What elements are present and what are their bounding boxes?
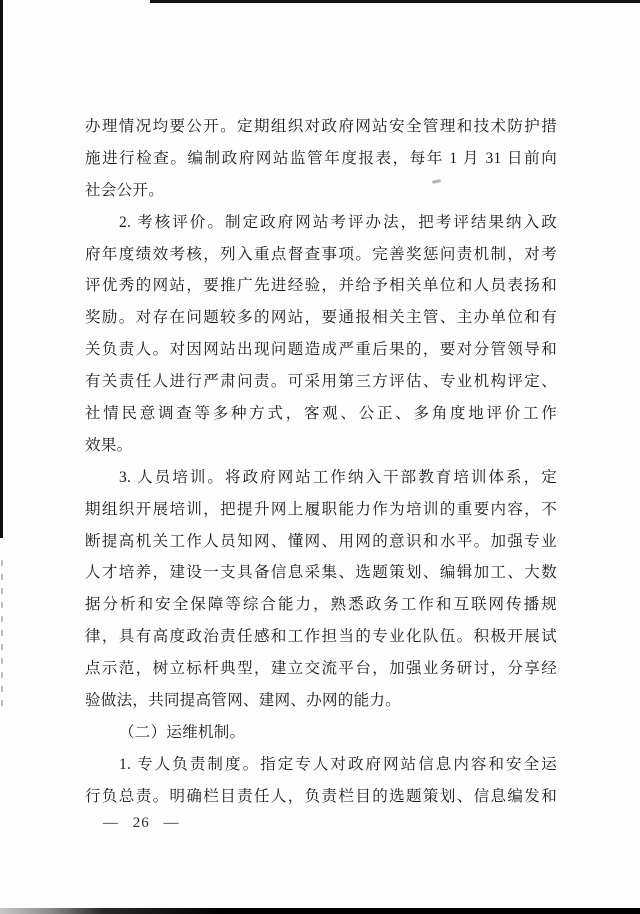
- document-line: 据分析和安全保障等综合能力，熟悉政务工作和互联网传播规: [85, 596, 557, 614]
- document-line: 府年度绩效考核，列入重点督查事项。完善奖惩问责机制，对考: [85, 245, 557, 263]
- section-heading-line: （二）运维机制。: [119, 723, 246, 741]
- paragraph-continuation: [85, 111, 557, 207]
- scan-edge-left-artifact: [0, 0, 3, 538]
- document-line: 行负总责。明确栏目责任人，负责栏目的选题策划、信息编发和: [85, 787, 557, 805]
- scan-edge-top-artifact: [150, 0, 640, 3]
- document-line: 社情民意调查等多种方式，客观、公正、多角度地评价工作: [85, 405, 557, 423]
- document-line: 奖励。对存在问题较多的网站，要通报相关主管、主办单位和有: [85, 309, 557, 327]
- paragraph-item-1-responsibility: [85, 749, 557, 813]
- document-line: 律，具有高度政治责任感和工作担当的专业化队伍。积极开展试: [85, 628, 557, 646]
- document-line: 断提高机关工作人员知网、懂网、用网的意识和水平。加强专业: [85, 532, 557, 550]
- document-line: 验做法，共同提高管网、建网、办网的能力。: [85, 692, 402, 710]
- document-line: 关负责人。对因网站出现问题造成严重后果的，要对分管领导和: [85, 341, 557, 359]
- document-text-block: [85, 111, 557, 813]
- paragraph-item-2-assessment: [85, 207, 557, 462]
- document-line: 2. 考核评价。制定政府网站考评办法，把考评结果纳入政: [119, 213, 557, 231]
- document-line: 有关责任人进行严肃问责。可采用第三方评估、专业机构评定、: [85, 373, 557, 391]
- page-number: — 26 —: [103, 815, 180, 831]
- paragraph-item-3-training: [85, 462, 557, 717]
- document-line: 人才培养，建设一支具备信息采集、选题策划、编辑加工、大数: [85, 564, 557, 582]
- document-line: 1. 专人负责制度。指定专人对政府网站信息内容和安全运: [119, 755, 557, 773]
- document-line: 评优秀的网站，要推广先进经验，并给予相关单位和人员表扬和: [85, 277, 557, 295]
- paragraph-heading-operations: [85, 717, 557, 749]
- scan-edge-bottom-artifact: [0, 908, 640, 914]
- document-line: 施进行检查。编制政府网站监管年度报表，每年 1 月 31 日前向: [85, 149, 557, 167]
- scan-edge-left-faint-artifact: [1, 560, 3, 710]
- document-line: 效果。: [85, 436, 133, 454]
- document-line: 点示范，树立标杆典型，建立交流平台，加强业务研讨，分享经: [85, 660, 557, 678]
- document-line: 办理情况均要公开。定期组织对政府网站安全管理和技术防护措: [85, 118, 557, 135]
- document-line: 期组织开展培训，把提升网上履职能力作为培训的重要内容，不: [85, 500, 557, 518]
- document-line: 社会公开。: [85, 181, 165, 199]
- document-line: 3. 人员培训。将政府网站工作纳入干部教育培训体系，定: [119, 468, 557, 486]
